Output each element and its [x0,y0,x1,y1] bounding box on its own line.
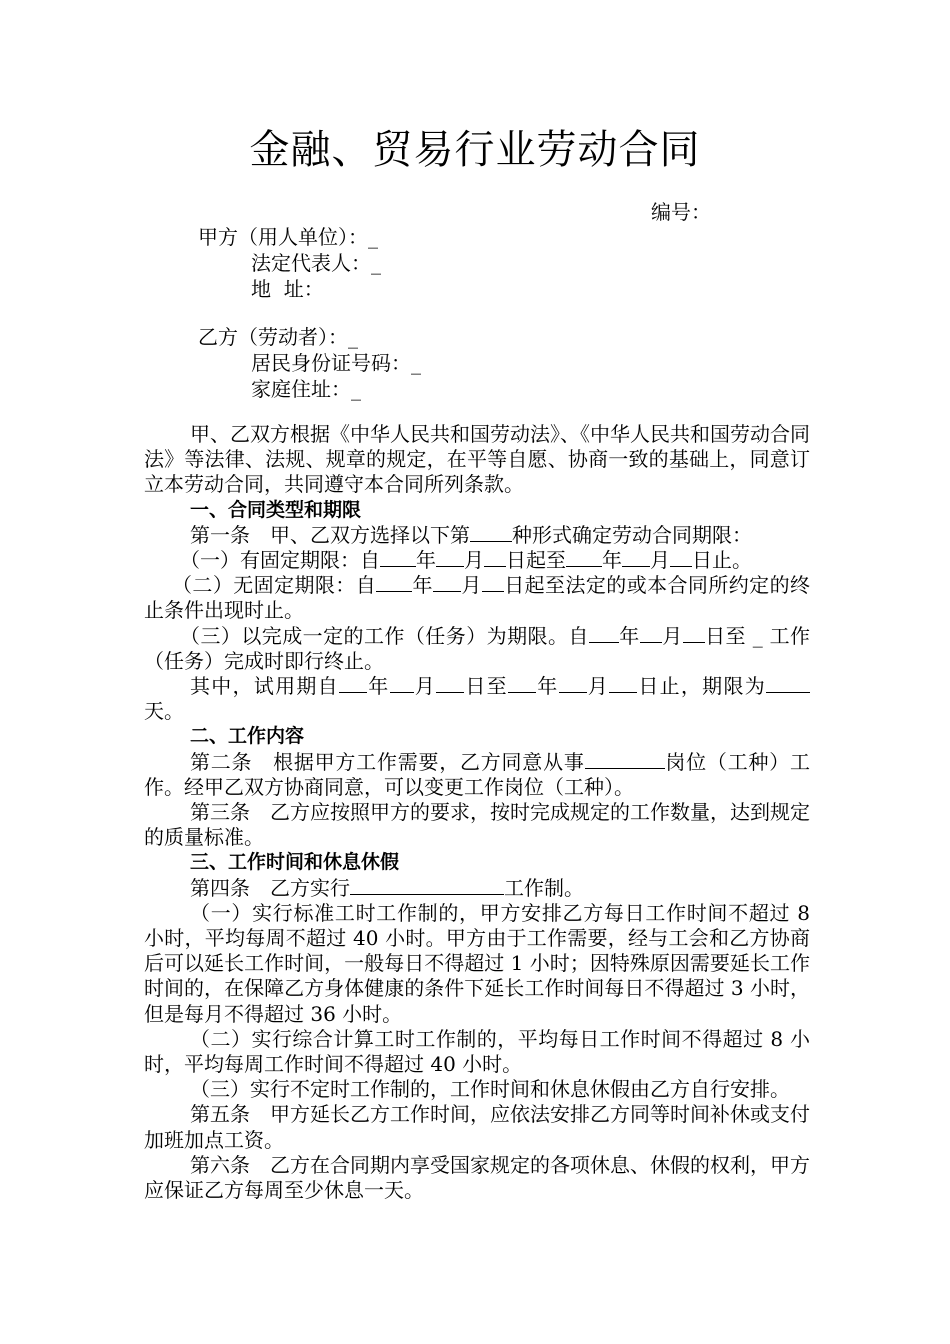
party-a-name: 甲方（用人单位）：_ [198,225,378,249]
comprehensive-hours-item: （二）实行综合计算工时工作制的，平均每日工作时间不得超过 8 小时，平均每周工作时间不得超过 40 小时。 [144,1026,810,1077]
document-title: 金融、贸易行业劳动合同 [249,127,701,173]
flexible-hours-item: （三）实行不定时工作制的，工作时间和休息休假由乙方自行安排。 [190,1077,790,1102]
party-b-name: 乙方（劳动者）：_ [198,325,358,349]
section-1-heading: 一、合同类型和期限 [190,498,362,521]
position-blank [585,750,665,769]
article-1: 第一条 甲、乙双方选择以下第 种形式确定劳动合同期限： [190,522,752,547]
option-fixed-term: （一）有固定期限：自 年 月 日起至 年 月 日止。 [180,548,752,573]
probation-period: 其中，试用期自 年 月 日至 年 月 日止，期限为天。 [144,674,810,724]
form-choice-blank [470,523,512,542]
party-a-representative: 法定代表人：_ [251,251,381,275]
article-2: 第二条 根据甲方工作需要，乙方同意从事 岗位（工种）工作。经甲乙双方协商同意，可以变更工作岗位（工种）。 [144,749,811,799]
article-3: 第三条 乙方应按照甲方的要求，按时完成规定的工作数量，达到规定的质量标准。 [144,800,810,850]
party-a-address: 地 址： [251,277,324,301]
article-6: 第六条 乙方在合同期内享受国家规定的各项休息、休假的权利，甲方应保证乙方每周至少休息一天。 [144,1152,810,1203]
intro-paragraph: 甲、乙双方根据《中华人民共和国劳动法》、《中华人民共和国劳动合同法》等法律、法规、规章的规定，在平等自愿、协商一致的基础上，同意订立本劳动合同，共同遵守本合同所列条款。 [144,422,810,497]
article-4: 第四条 乙方实行 工作制。 [190,875,584,900]
serial-number-label: 编号： [651,200,711,224]
section-2-heading: 二、工作内容 [190,725,305,748]
party-b-home-address: 家庭住址：_ [251,377,361,401]
party-b-id-number: 居民身份证号码：_ [251,351,421,375]
section-3-heading: 三、工作时间和休息休假 [190,851,400,874]
option-open-ended: （二）无固定期限：自 年 月 日起至法定的或本合同所约定的终止条件出现时止。 [144,573,811,623]
option-task-based: （三）以完成一定的工作（任务）为期限。自 年 月 日至 _ 工作（任务）完成时即行终止。 [144,623,811,673]
work-system-blank [350,876,504,895]
contract-body [144,422,810,1203]
article-5: 第五条 甲方延长乙方工作时间，应依法安排乙方同等时间补休或支付加班加点工资。 [144,1102,810,1152]
standard-hours-item: （一）实行标准工时工作制的，甲方安排乙方每日工作时间不超过 8 小时，平均每周不超过 40 小时。甲方由于工作需要，经与工会和乙方协商后可以延长工作时间，一般每日不得超过 1 小时；因特殊原因需要延长工作时间的，在保障乙方身体健康的条件下延长工作时间每日不得超过 3 小时，但是每月不得超过 36 小时。 [144,900,810,1026]
